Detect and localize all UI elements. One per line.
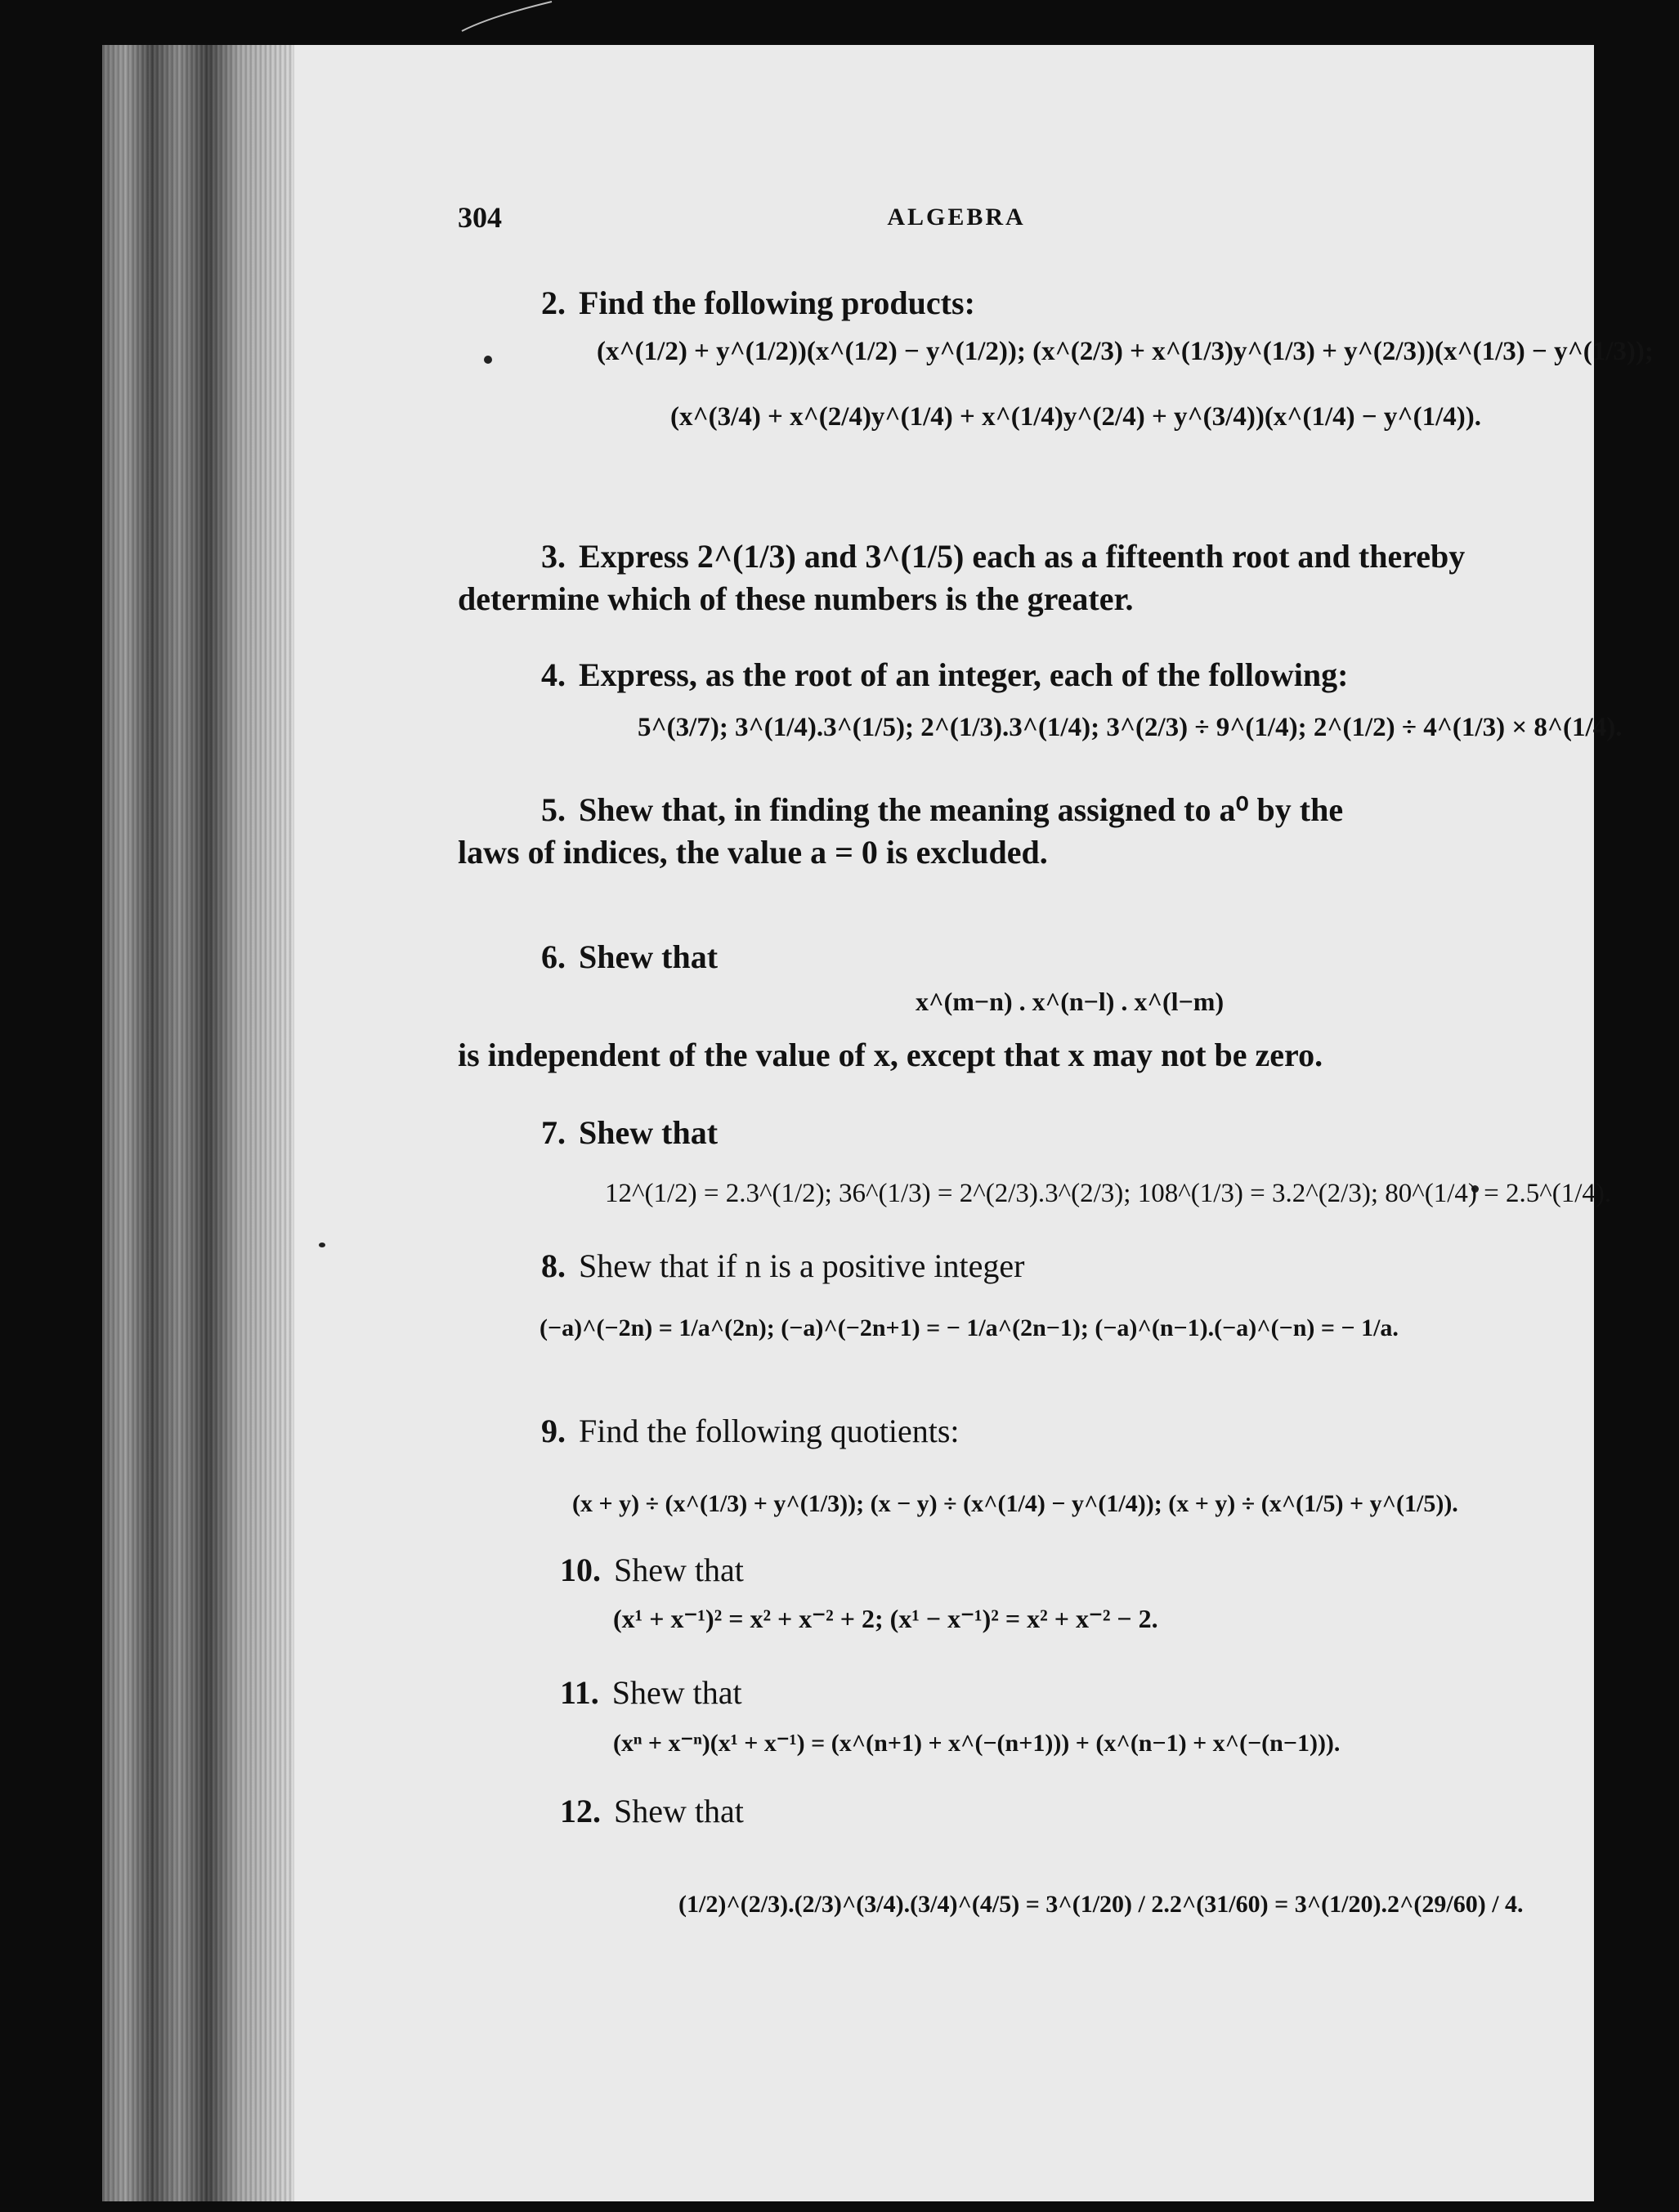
book — [102, 45, 1654, 2201]
exercise-10 — [560, 1549, 744, 1592]
exercise-number: 11. — [560, 1674, 599, 1711]
exercise-11 — [560, 1672, 742, 1714]
exercise-text: Shew that if n is a positive integer — [579, 1247, 1025, 1284]
exercise-number: 9. — [541, 1413, 566, 1449]
exercise-number: 12. — [560, 1793, 601, 1829]
exercise-text: Express 2^(1/3) and 3^(1/5) each as a fifteenth root and thereby — [579, 538, 1466, 575]
exercise-2 — [541, 282, 975, 325]
formula: (1/2)^(2/3).(2/3)^(3/4).(3/4)^(4/5) = 3^(1/20) / 2.2^(31/60) = 3^(1/20).2^(29/60) / 4. — [678, 1891, 1524, 1918]
speck — [484, 356, 492, 364]
exercise-text-continued: laws of indices, the value a = 0 is excluded. — [458, 834, 1048, 871]
scan-corner-mark — [458, 0, 556, 33]
exercise-text: Shew that — [614, 1552, 744, 1588]
formula: 12^(1/2) = 2.3^(1/2); 36^(1/3) = 2^(2/3).3^(2/3); 108^(1/3) = 3.2^(2/3); 80^(1/4) = 2.5^(1/4). — [605, 1179, 1612, 1208]
exercise-text: Shew that — [579, 1114, 719, 1151]
exercise-5 — [541, 789, 1612, 831]
formula: (x^(3/4) + x^(2/4)y^(1/4) + x^(1/4)y^(2/4) + y^(3/4))(x^(1/4) − y^(1/4)). — [670, 402, 1481, 432]
exercise-text: Shew that, in finding the meaning assigned to a⁰ by the — [579, 791, 1344, 828]
formula: 5^(3/7); 3^(1/4).3^(1/5); 2^(1/3).3^(1/4); 3^(2/3) ÷ 9^(1/4); 2^(1/2) ÷ 4^(1/3) × 8^(1/4). — [638, 713, 1623, 742]
formula: x^(m−n) . x^(n−l) . x^(l−m) — [916, 987, 1225, 1016]
speck — [319, 1243, 325, 1247]
exercise-4 — [541, 654, 1348, 696]
exercise-number: 2. — [541, 284, 566, 321]
exercise-text: Express, as the root of an integer, each of the following: — [579, 656, 1349, 693]
running-title: ALGEBRA — [887, 204, 1026, 231]
formula: (x^(1/2) + y^(1/2))(x^(1/2) − y^(1/2)); (x^(2/3) + x^(1/3)y^(1/3) + y^(2/3))(x^(1/3) − y^(1/3)); — [597, 337, 1654, 366]
exercise-number: 8. — [541, 1247, 566, 1284]
exercise-6 — [541, 936, 718, 978]
exercise-number: 7. — [541, 1114, 566, 1151]
exercise-9 — [541, 1410, 960, 1453]
exercise-number: 10. — [560, 1552, 601, 1588]
exercise-text: Shew that — [614, 1793, 744, 1829]
page-number: 304 — [458, 201, 502, 234]
exercise-3 — [541, 535, 1612, 578]
exercise-text-continued: determine which of these numbers is the greater. — [458, 580, 1134, 617]
exercise-text: Find the following products: — [579, 284, 975, 321]
exercise-text-continued: is independent of the value of x, except that x may not be zero. — [458, 1037, 1323, 1073]
page — [294, 45, 1654, 2201]
page-edges — [102, 45, 294, 2201]
running-head — [458, 200, 1553, 241]
formula: (x¹ + x⁻¹)² = x² + x⁻² + 2; (x¹ − x⁻¹)² = x² + x⁻² − 2. — [613, 1604, 1158, 1633]
exercise-number: 3. — [541, 538, 566, 575]
exercise-12 — [560, 1790, 744, 1833]
exercise-number: 5. — [541, 791, 566, 828]
formula: (xⁿ + x⁻ⁿ)(x¹ + x⁻¹) = (x^(n+1) + x^(−(n+1))) + (x^(n−1) + x^(−(n−1))). — [613, 1730, 1341, 1757]
exercise-number: 6. — [541, 938, 566, 975]
exercise-7 — [541, 1112, 718, 1154]
exercise-text: Find the following quotients: — [579, 1413, 960, 1449]
exercise-8 — [541, 1245, 1024, 1287]
exercise-text: Shew that — [611, 1674, 742, 1711]
formula: (x + y) ÷ (x^(1/3) + y^(1/3)); (x − y) ÷ (x^(1/4) − y^(1/4)); (x + y) ÷ (x^(1/5) + y^(1/5)). — [572, 1490, 1458, 1517]
exercise-number: 4. — [541, 656, 566, 693]
formula: (−a)^(−2n) = 1/a^(2n); (−a)^(−2n+1) = − 1/a^(2n−1); (−a)^(n−1).(−a)^(−n) = − 1/a. — [540, 1314, 1399, 1341]
exercise-text: Shew that — [579, 938, 719, 975]
